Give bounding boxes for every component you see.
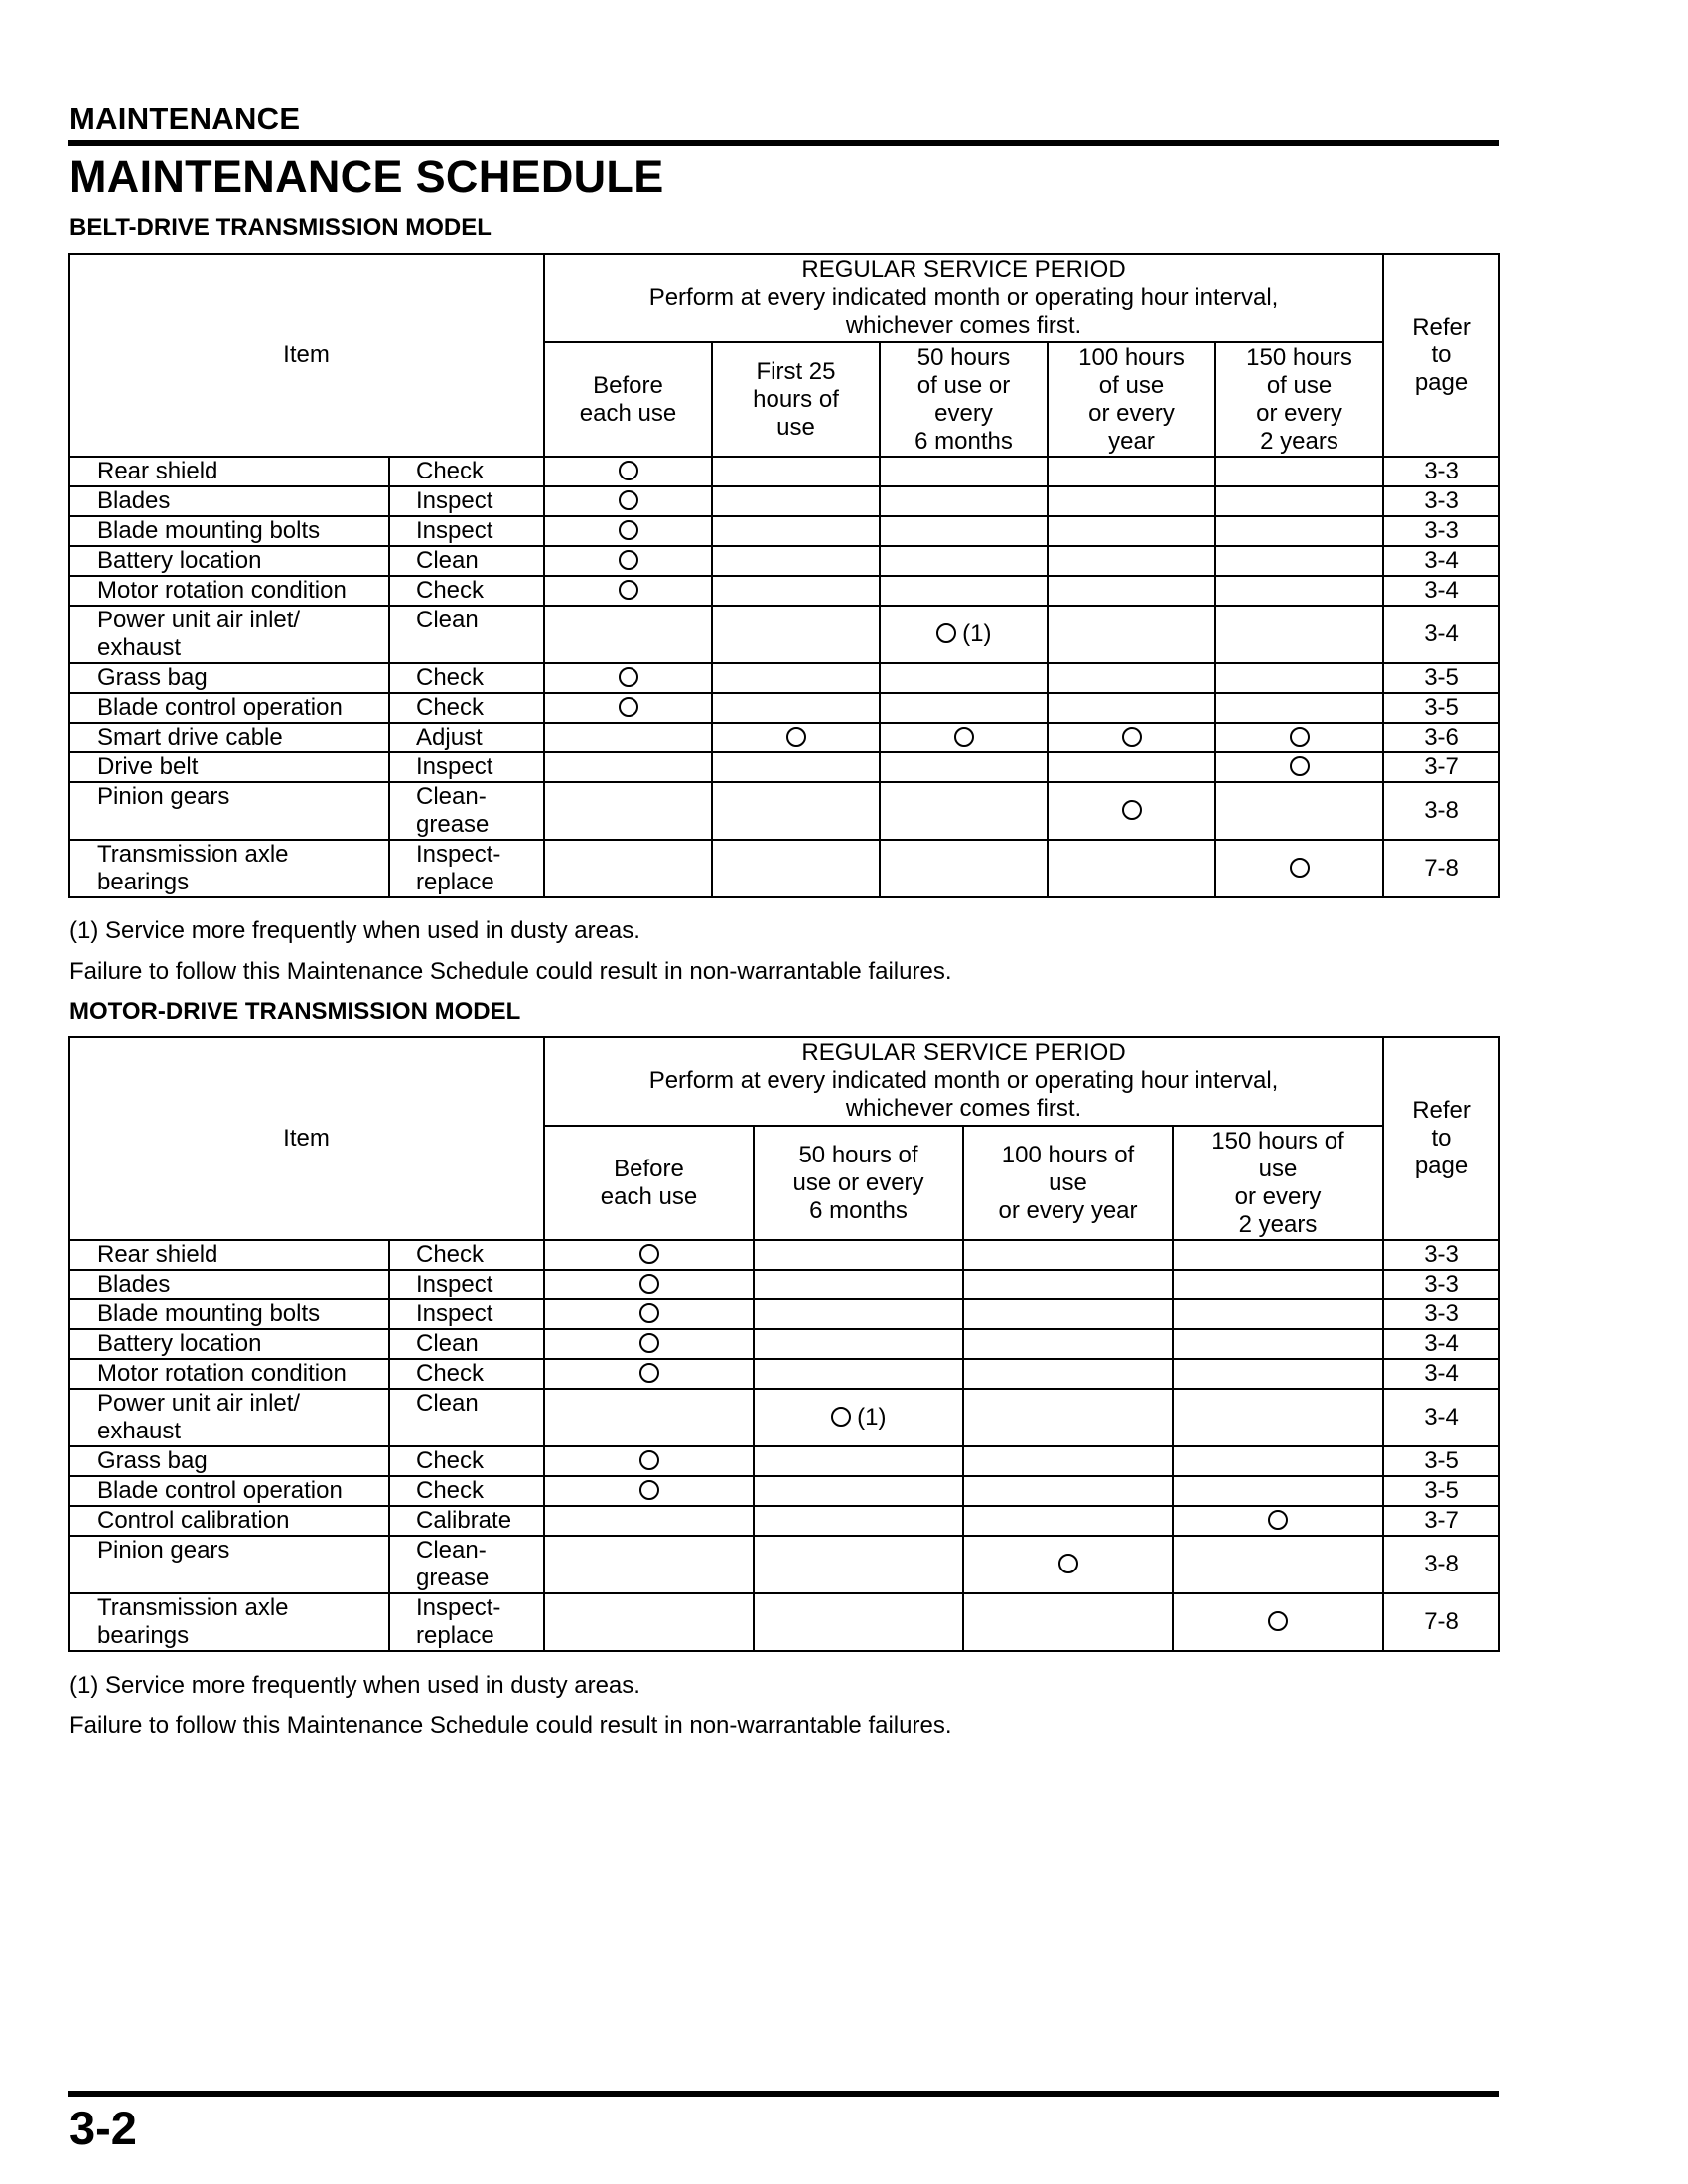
service-cell [712,486,880,516]
service-cell [544,1506,754,1536]
service-cell [544,840,712,897]
table-row [69,1446,1499,1476]
service-required-icon [1268,1611,1288,1631]
service-cell [880,693,1048,723]
item-name: Rear shield [69,1240,389,1270]
service-cell [880,840,1048,897]
service-cell [1173,1389,1383,1446]
footnote: (1) Service more frequently when used in dusty areas. [70,1672,640,1699]
refer-page: 3-8 [1383,782,1499,840]
refer-page: 3-3 [1383,1270,1499,1299]
period-header: 50 hours of use or every 6 months [754,1126,963,1240]
refer-page: 3-5 [1383,693,1499,723]
item-action: Check [389,693,544,723]
item-action: Adjust [389,723,544,752]
item-action: Clean [389,606,544,663]
refer-page: 3-3 [1383,516,1499,546]
service-required-icon [639,1450,659,1470]
service-cell [544,1359,754,1389]
period-header: 100 hours of use or every year [963,1126,1173,1240]
refer-page: 3-7 [1383,1506,1499,1536]
item-name: Drive belt [69,752,389,782]
service-cell [963,1389,1173,1446]
service-required-icon [619,520,638,540]
item-action: Clean- grease [389,782,544,840]
service-cell [1173,1506,1383,1536]
table-row [69,1536,1499,1593]
service-cell [754,1389,963,1446]
warranty-warning: Failure to follow this Maintenance Schedule could result in non-warrantable failures. [70,1712,952,1739]
belt-drive-rows [69,457,1499,897]
motor-drive-rows [69,1240,1499,1651]
item-name: Blade mounting bolts [69,1299,389,1329]
service-cell [754,1240,963,1270]
service-cell [1173,1299,1383,1329]
service-required-icon [639,1363,659,1383]
service-cell [1215,723,1383,752]
service-cell [544,752,712,782]
service-cell [544,693,712,723]
service-cell [880,663,1048,693]
service-required-icon [639,1480,659,1500]
service-required-icon [639,1333,659,1353]
service-cell [544,1446,754,1476]
service-cell [754,1329,963,1359]
service-cell [1048,486,1215,516]
service-cell [963,1593,1173,1651]
table-row [69,1476,1499,1506]
service-cell [1215,663,1383,693]
warranty-warning: Failure to follow this Maintenance Schedule could result in non-warrantable failures. [70,958,952,985]
service-cell [544,516,712,546]
service-required-icon [619,667,638,687]
service-cell [880,516,1048,546]
service-cell [963,1270,1173,1299]
item-action: Inspect [389,516,544,546]
item-action: Clean [389,1389,544,1446]
service-cell [544,576,712,606]
table-row [69,516,1499,546]
service-cell [754,1593,963,1651]
service-cell [963,1299,1173,1329]
table-row [69,1329,1499,1359]
service-required-icon [639,1303,659,1323]
service-required-icon [936,623,956,643]
service-cell [963,1359,1173,1389]
refer-page: 3-3 [1383,486,1499,516]
belt-drive-subtitle: BELT-DRIVE TRANSMISSION MODEL [70,214,492,241]
service-cell [712,693,880,723]
service-required-icon [1290,858,1310,878]
refer-page: 3-5 [1383,1446,1499,1476]
item-action: Inspect [389,486,544,516]
service-cell [1173,1593,1383,1651]
service-cell [544,546,712,576]
service-cell [1048,723,1215,752]
service-cell [1048,606,1215,663]
footnote: (1) Service more frequently when used in dusty areas. [70,917,640,944]
service-cell [754,1476,963,1506]
service-cell [1215,486,1383,516]
service-cell [544,1329,754,1359]
service-cell [1215,546,1383,576]
item-name: Battery location [69,1329,389,1359]
item-name: Blade control operation [69,693,389,723]
service-cell [963,1329,1173,1359]
item-action: Check [389,576,544,606]
item-name: Blades [69,1270,389,1299]
item-name: Rear shield [69,457,389,486]
service-required-icon [619,697,638,717]
service-required-icon [831,1407,851,1427]
service-cell [963,1446,1173,1476]
belt-drive-schedule-table [68,253,1500,898]
refer-page: 7-8 [1383,840,1499,897]
refer-page: 3-4 [1383,576,1499,606]
refer-page: 3-4 [1383,546,1499,576]
period-header: 50 hours of use or every 6 months [880,342,1048,457]
item-action: Clean- grease [389,1536,544,1593]
motor-drive-subtitle: MOTOR-DRIVE TRANSMISSION MODEL [70,998,521,1024]
service-cell [544,1476,754,1506]
table-row [69,1359,1499,1389]
period-header: 100 hours of use or every year [1048,342,1215,457]
refer-page: 3-3 [1383,457,1499,486]
item-action: Check [389,1446,544,1476]
item-action: Inspect [389,752,544,782]
period-header: Before each use [544,342,712,457]
table-row [69,1506,1499,1536]
refer-page: 3-3 [1383,1240,1499,1270]
item-action: Inspect [389,1270,544,1299]
service-cell [712,782,880,840]
item-name: Control calibration [69,1506,389,1536]
service-cell [712,663,880,693]
refer-page: 3-4 [1383,1389,1499,1446]
period-header: 150 hours of use or every 2 years [1215,342,1383,457]
item-action: Check [389,457,544,486]
item-name: Blade control operation [69,1476,389,1506]
regular-service-period-header: REGULAR SERVICE PERIOD Perform at every indicated month or operating hour interval, whichever comes first. [544,1037,1383,1126]
item-name: Blade mounting bolts [69,516,389,546]
item-name: Power unit air inlet/ exhaust [69,1389,389,1446]
service-required-icon [1122,727,1142,747]
service-required-icon [619,490,638,510]
service-cell [712,752,880,782]
refer-page: 7-8 [1383,1593,1499,1651]
service-cell [1173,1476,1383,1506]
service-required-icon [786,727,806,747]
period-header: Before each use [544,1126,754,1240]
table-row [69,606,1499,663]
service-cell [544,457,712,486]
service-cell [1048,457,1215,486]
table-row [69,723,1499,752]
service-cell [880,486,1048,516]
service-cell [1173,1536,1383,1593]
service-cell [1048,516,1215,546]
service-cell [1048,782,1215,840]
period-header: 150 hours of use or every 2 years [1173,1126,1383,1240]
service-cell [1048,693,1215,723]
item-name: Pinion gears [69,1536,389,1593]
service-cell [880,457,1048,486]
service-required-icon [954,727,974,747]
service-cell [880,752,1048,782]
service-cell [544,1593,754,1651]
refer-page: 3-6 [1383,723,1499,752]
item-name: Grass bag [69,663,389,693]
service-cell [544,723,712,752]
table-row [69,1240,1499,1270]
table-row [69,1389,1499,1446]
table-row [69,1270,1499,1299]
service-cell [712,606,880,663]
header-rule [68,140,1499,146]
item-action: Check [389,1476,544,1506]
item-name: Grass bag [69,1446,389,1476]
service-cell [754,1299,963,1329]
service-cell [544,663,712,693]
service-cell [712,840,880,897]
service-required-icon [639,1274,659,1294]
motor-drive-schedule-table [68,1036,1500,1652]
item-name: Smart drive cable [69,723,389,752]
service-required-icon [1290,727,1310,747]
service-required-icon [1122,800,1142,820]
service-cell [754,1506,963,1536]
table-row [69,693,1499,723]
item-action: Inspect- replace [389,840,544,897]
service-cell [712,516,880,546]
footnote-reference: (1) [955,620,992,647]
item-name: Blades [69,486,389,516]
refer-page: 3-5 [1383,663,1499,693]
service-cell [1215,840,1383,897]
service-cell [712,723,880,752]
service-required-icon [639,1244,659,1264]
table-row [69,782,1499,840]
item-action: Inspect [389,1299,544,1329]
item-header: Item [69,1037,544,1240]
service-cell [544,1270,754,1299]
service-cell [880,546,1048,576]
service-cell [1048,576,1215,606]
service-cell [880,782,1048,840]
service-cell [1048,663,1215,693]
regular-service-period-header: REGULAR SERVICE PERIOD Perform at every indicated month or operating hour interval, whichever comes first. [544,254,1383,342]
table-row [69,546,1499,576]
page-title: MAINTENANCE SCHEDULE [70,151,664,202]
service-cell [712,546,880,576]
service-cell [1215,782,1383,840]
service-cell [1215,752,1383,782]
item-name: Transmission axle bearings [69,1593,389,1651]
refer-page: 3-7 [1383,752,1499,782]
period-header: First 25 hours of use [712,342,880,457]
table-row [69,1299,1499,1329]
item-name: Power unit air inlet/ exhaust [69,606,389,663]
refer-page: 3-4 [1383,1359,1499,1389]
service-cell [880,606,1048,663]
refer-page: 3-3 [1383,1299,1499,1329]
service-cell [754,1359,963,1389]
item-name: Transmission axle bearings [69,840,389,897]
section-label: MAINTENANCE [70,101,301,136]
service-cell [880,723,1048,752]
refer-page: 3-8 [1383,1536,1499,1593]
service-cell [544,782,712,840]
service-cell [754,1536,963,1593]
refer-page: 3-4 [1383,1329,1499,1359]
service-cell [963,1506,1173,1536]
item-name: Battery location [69,546,389,576]
item-name: Pinion gears [69,782,389,840]
item-action: Check [389,663,544,693]
item-action: Check [389,1359,544,1389]
service-cell [754,1270,963,1299]
service-cell [712,576,880,606]
service-cell [544,1299,754,1329]
refer-page: 3-5 [1383,1476,1499,1506]
service-cell [1215,576,1383,606]
service-required-icon [1268,1510,1288,1530]
service-required-icon [1058,1554,1078,1573]
table-row [69,457,1499,486]
service-cell [1173,1359,1383,1389]
table-row [69,840,1499,897]
service-cell [1173,1446,1383,1476]
table-row [69,486,1499,516]
service-cell [1048,546,1215,576]
item-action: Clean [389,546,544,576]
service-cell [1173,1329,1383,1359]
refer-to-page-header: Refer to page [1383,1037,1499,1240]
refer-to-page-header: Refer to page [1383,254,1499,457]
service-required-icon [1290,756,1310,776]
table-row [69,752,1499,782]
service-cell [1048,840,1215,897]
service-cell [544,606,712,663]
item-action: Check [389,1240,544,1270]
service-cell [880,576,1048,606]
service-cell [963,1240,1173,1270]
footnote-reference: (1) [850,1404,887,1431]
service-cell [544,1240,754,1270]
footer-rule [68,2091,1499,2097]
item-action: Clean [389,1329,544,1359]
service-cell [1215,516,1383,546]
refer-page: 3-4 [1383,606,1499,663]
item-action: Inspect- replace [389,1593,544,1651]
service-cell [1173,1240,1383,1270]
service-cell [544,486,712,516]
service-cell [1215,693,1383,723]
page-number: 3-2 [70,2102,137,2154]
service-cell [712,457,880,486]
service-required-icon [619,580,638,600]
service-cell [544,1536,754,1593]
service-required-icon [619,461,638,480]
service-cell [963,1476,1173,1506]
service-cell [544,1389,754,1446]
item-header: Item [69,254,544,457]
service-cell [963,1536,1173,1593]
service-cell [1173,1270,1383,1299]
table-row [69,663,1499,693]
service-cell [1215,457,1383,486]
service-cell [1048,752,1215,782]
service-cell [754,1446,963,1476]
item-action: Calibrate [389,1506,544,1536]
item-name: Motor rotation condition [69,1359,389,1389]
table-row [69,576,1499,606]
service-required-icon [619,550,638,570]
table-row [69,1593,1499,1651]
service-cell [1215,606,1383,663]
item-name: Motor rotation condition [69,576,389,606]
